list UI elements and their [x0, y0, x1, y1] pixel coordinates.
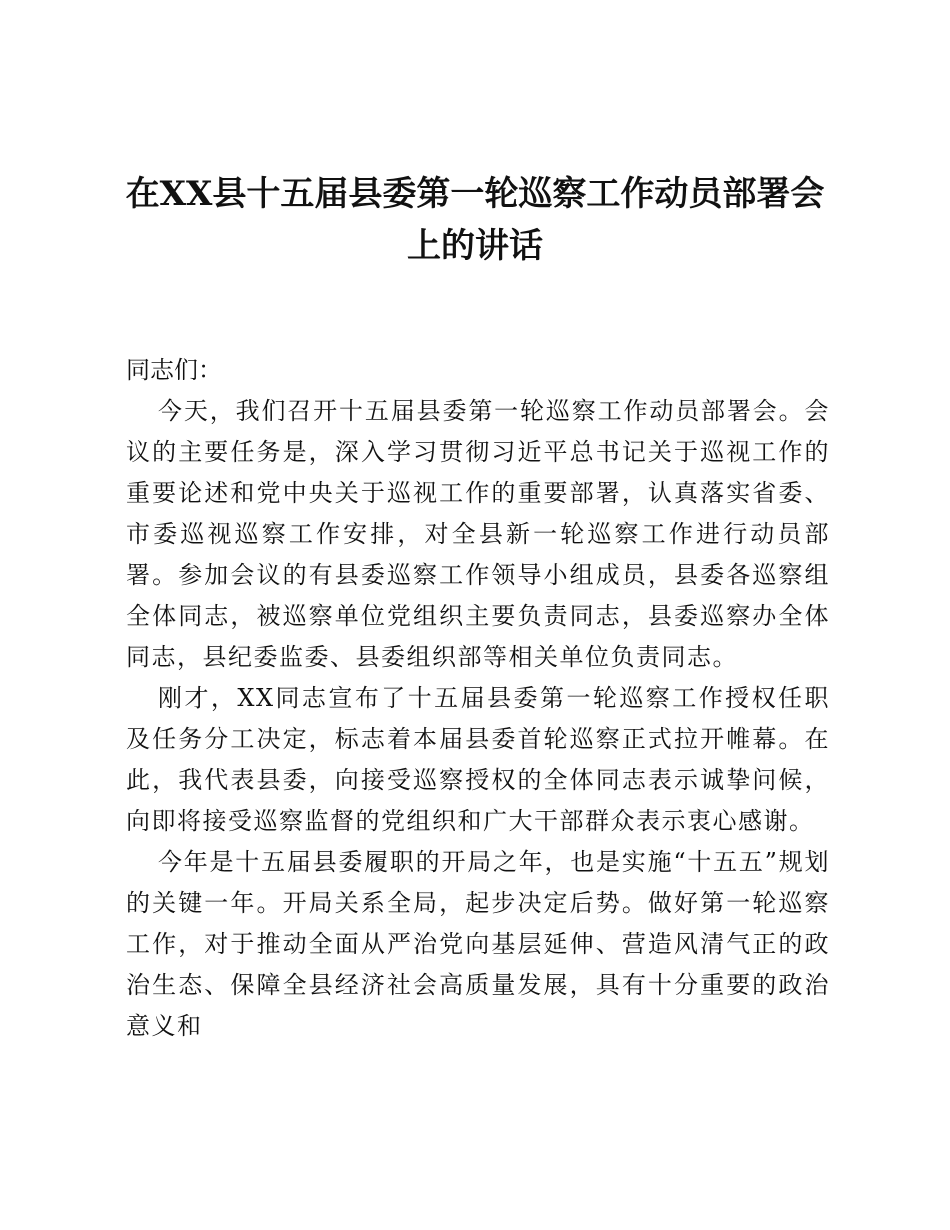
paragraph-2: 刚才，XX同志宣布了十五届县委第一轮巡察工作授权任职及任务分工决定，标志着本届县委首轮巡察正式拉开帷幕。在此，我代表县委，向接受巡察授权的全体同志表示诚挚问候，向即将接受巡察监督的党组织和广大干部群众表示衷心感谢。 — [126, 684, 830, 835]
salutation: 同志们： — [126, 356, 222, 384]
paragraph-3: 今年是十五届县委履职的开局之年，也是实施“十五五”规划的关键一年。开局关系全局，起步决定后势。做好第一轮巡察工作，对于推动全面从严治党向基层延伸、营造风清气正的政治生态、保障全县经济社会高质量发展，具有十分重要的政治意义和 — [126, 848, 830, 1040]
paragraph-1: 今天，我们召开十五届县委第一轮巡察工作动员部署会。会议的主要任务是，深入学习贯彻习近平总书记关于巡视工作的重要论述和党中央关于巡视工作的重要部署，认真落实省委、市委巡视巡察工作安排，对全县新一轮巡察工作进行动员部署。参加会议的有县委巡察工作领导小组成员，县委各巡察组全体同志，被巡察单位党组织主要负责同志，县委巡察办全体同志，县纪委监委、县委组织部等相关单位负责同志。 — [126, 397, 830, 671]
document-body — [126, 350, 830, 1047]
document-title: 在XX县十五届县委第一轮巡察工作动员部署会上的讲话 — [125, 174, 825, 266]
